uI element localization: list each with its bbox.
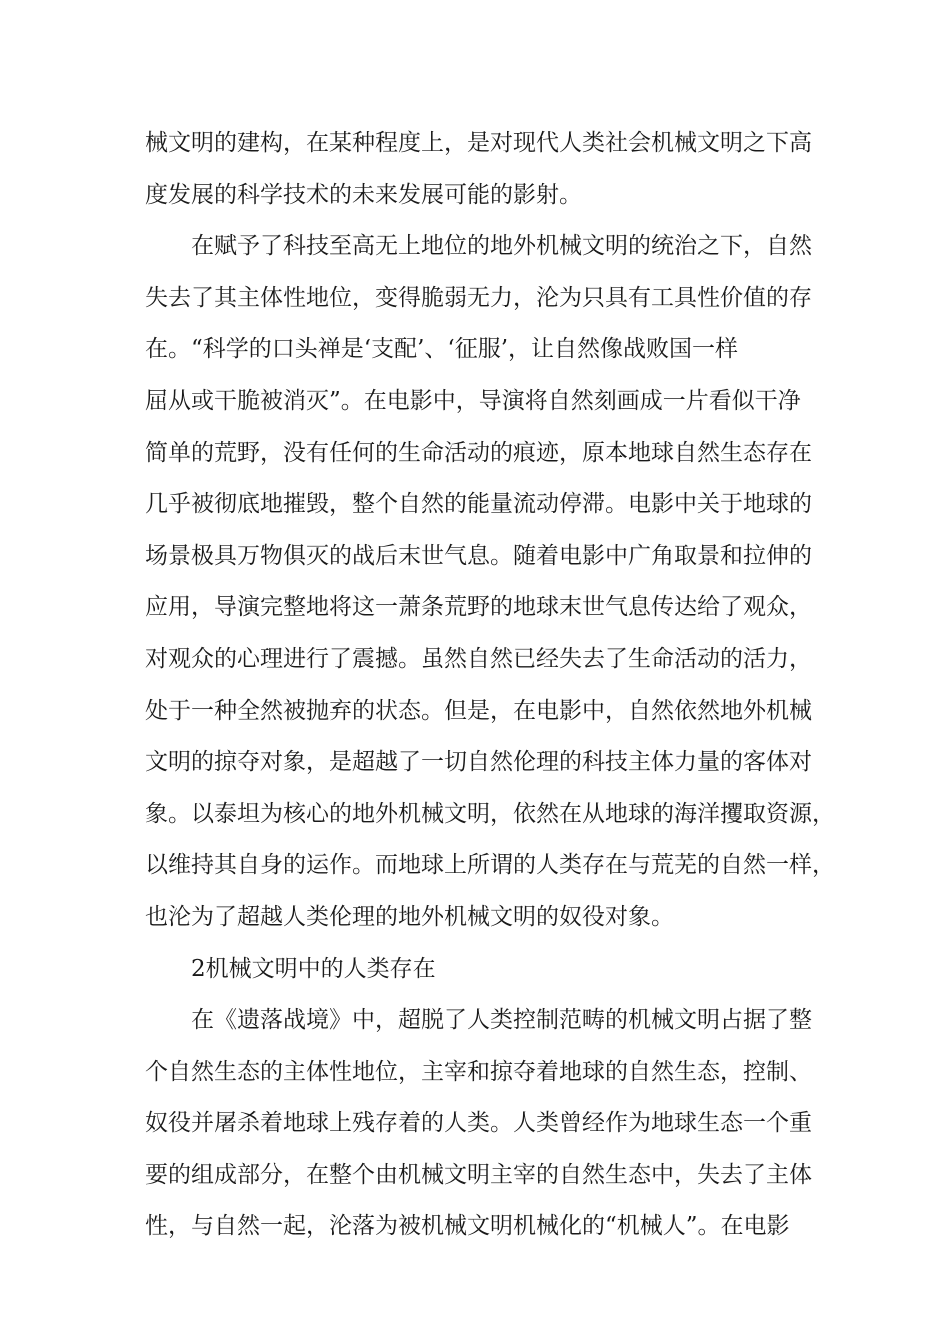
- paragraph-first-line: 在《遗落战境》中，超脱了人类控制范畴的机械文明占据了整: [191, 1007, 812, 1034]
- text-line: 也沦为了超越人类伦理的地外机械文明的奴役对象。: [145, 903, 674, 930]
- text-line: 在。“科学的口头禅是‘支配’、‘征服’，让自然像战败国一样: [145, 336, 739, 363]
- text-line: 处于一种全然被抛弃的状态。但是，在电影中，自然依然地外机械: [145, 697, 812, 724]
- text-line: 应用，导演完整地将这一萧条荒野的地球末世气息传达给了观众，: [145, 594, 812, 621]
- paragraph-first-line: 在赋予了科技至高无上地位的地外机械文明的统治之下，自然: [191, 233, 812, 260]
- text-line: 失去了其主体性地位，变得脆弱无力，沦为只具有工具性价值的存: [145, 284, 812, 311]
- text-line: 象。以泰坦为核心的地外机械文明，依然在从地球的海洋攫取资源，: [145, 800, 835, 827]
- text-line: 简单的荒野，没有任何的生命活动的痕迹，原本地球自然生态存在: [145, 439, 812, 466]
- text-line: 以维持其自身的运作。而地球上所谓的人类存在与荒芜的自然一样，: [145, 852, 835, 879]
- paragraph-first-line: 2机械文明中的人类存在: [191, 955, 436, 982]
- text-line: 性，与自然一起，沦落为被机械文明机械化的“机械人”。在电影: [145, 1213, 790, 1240]
- text-line: 奴役并屠杀着地球上残存着的人类。人类曾经作为地球生态一个重: [145, 1110, 812, 1137]
- text-line: 械文明的建构，在某种程度上，是对现代人类社会机械文明之下高: [145, 130, 812, 156]
- text-line: 度发展的科学技术的未来发展可能的影射。: [145, 181, 582, 208]
- text-line: 文明的掠夺对象，是超越了一切自然伦理的科技主体力量的客体对: [145, 749, 812, 776]
- text-line: 对观众的心理进行了震撼。虽然自然已经失去了生命活动的活力，: [145, 645, 812, 672]
- text-line: 个自然生态的主体性地位，主宰和掠夺着地球的自然生态，控制、: [145, 1058, 812, 1085]
- text-line: 场景极具万物俱灭的战后末世气息。随着电影中广角取景和拉伸的: [145, 542, 812, 569]
- body-text: [145, 118, 835, 1253]
- text-line: 屈从或干脆被消灭”。在电影中，导演将自然刻画成一片看似干净: [145, 387, 801, 414]
- text-line: 要的组成部分，在整个由机械文明主宰的自然生态中，失去了主体: [145, 1161, 812, 1188]
- text-line: 几乎被彻底地摧毁，整个自然的能量流动停滞。电影中关于地球的: [145, 491, 812, 518]
